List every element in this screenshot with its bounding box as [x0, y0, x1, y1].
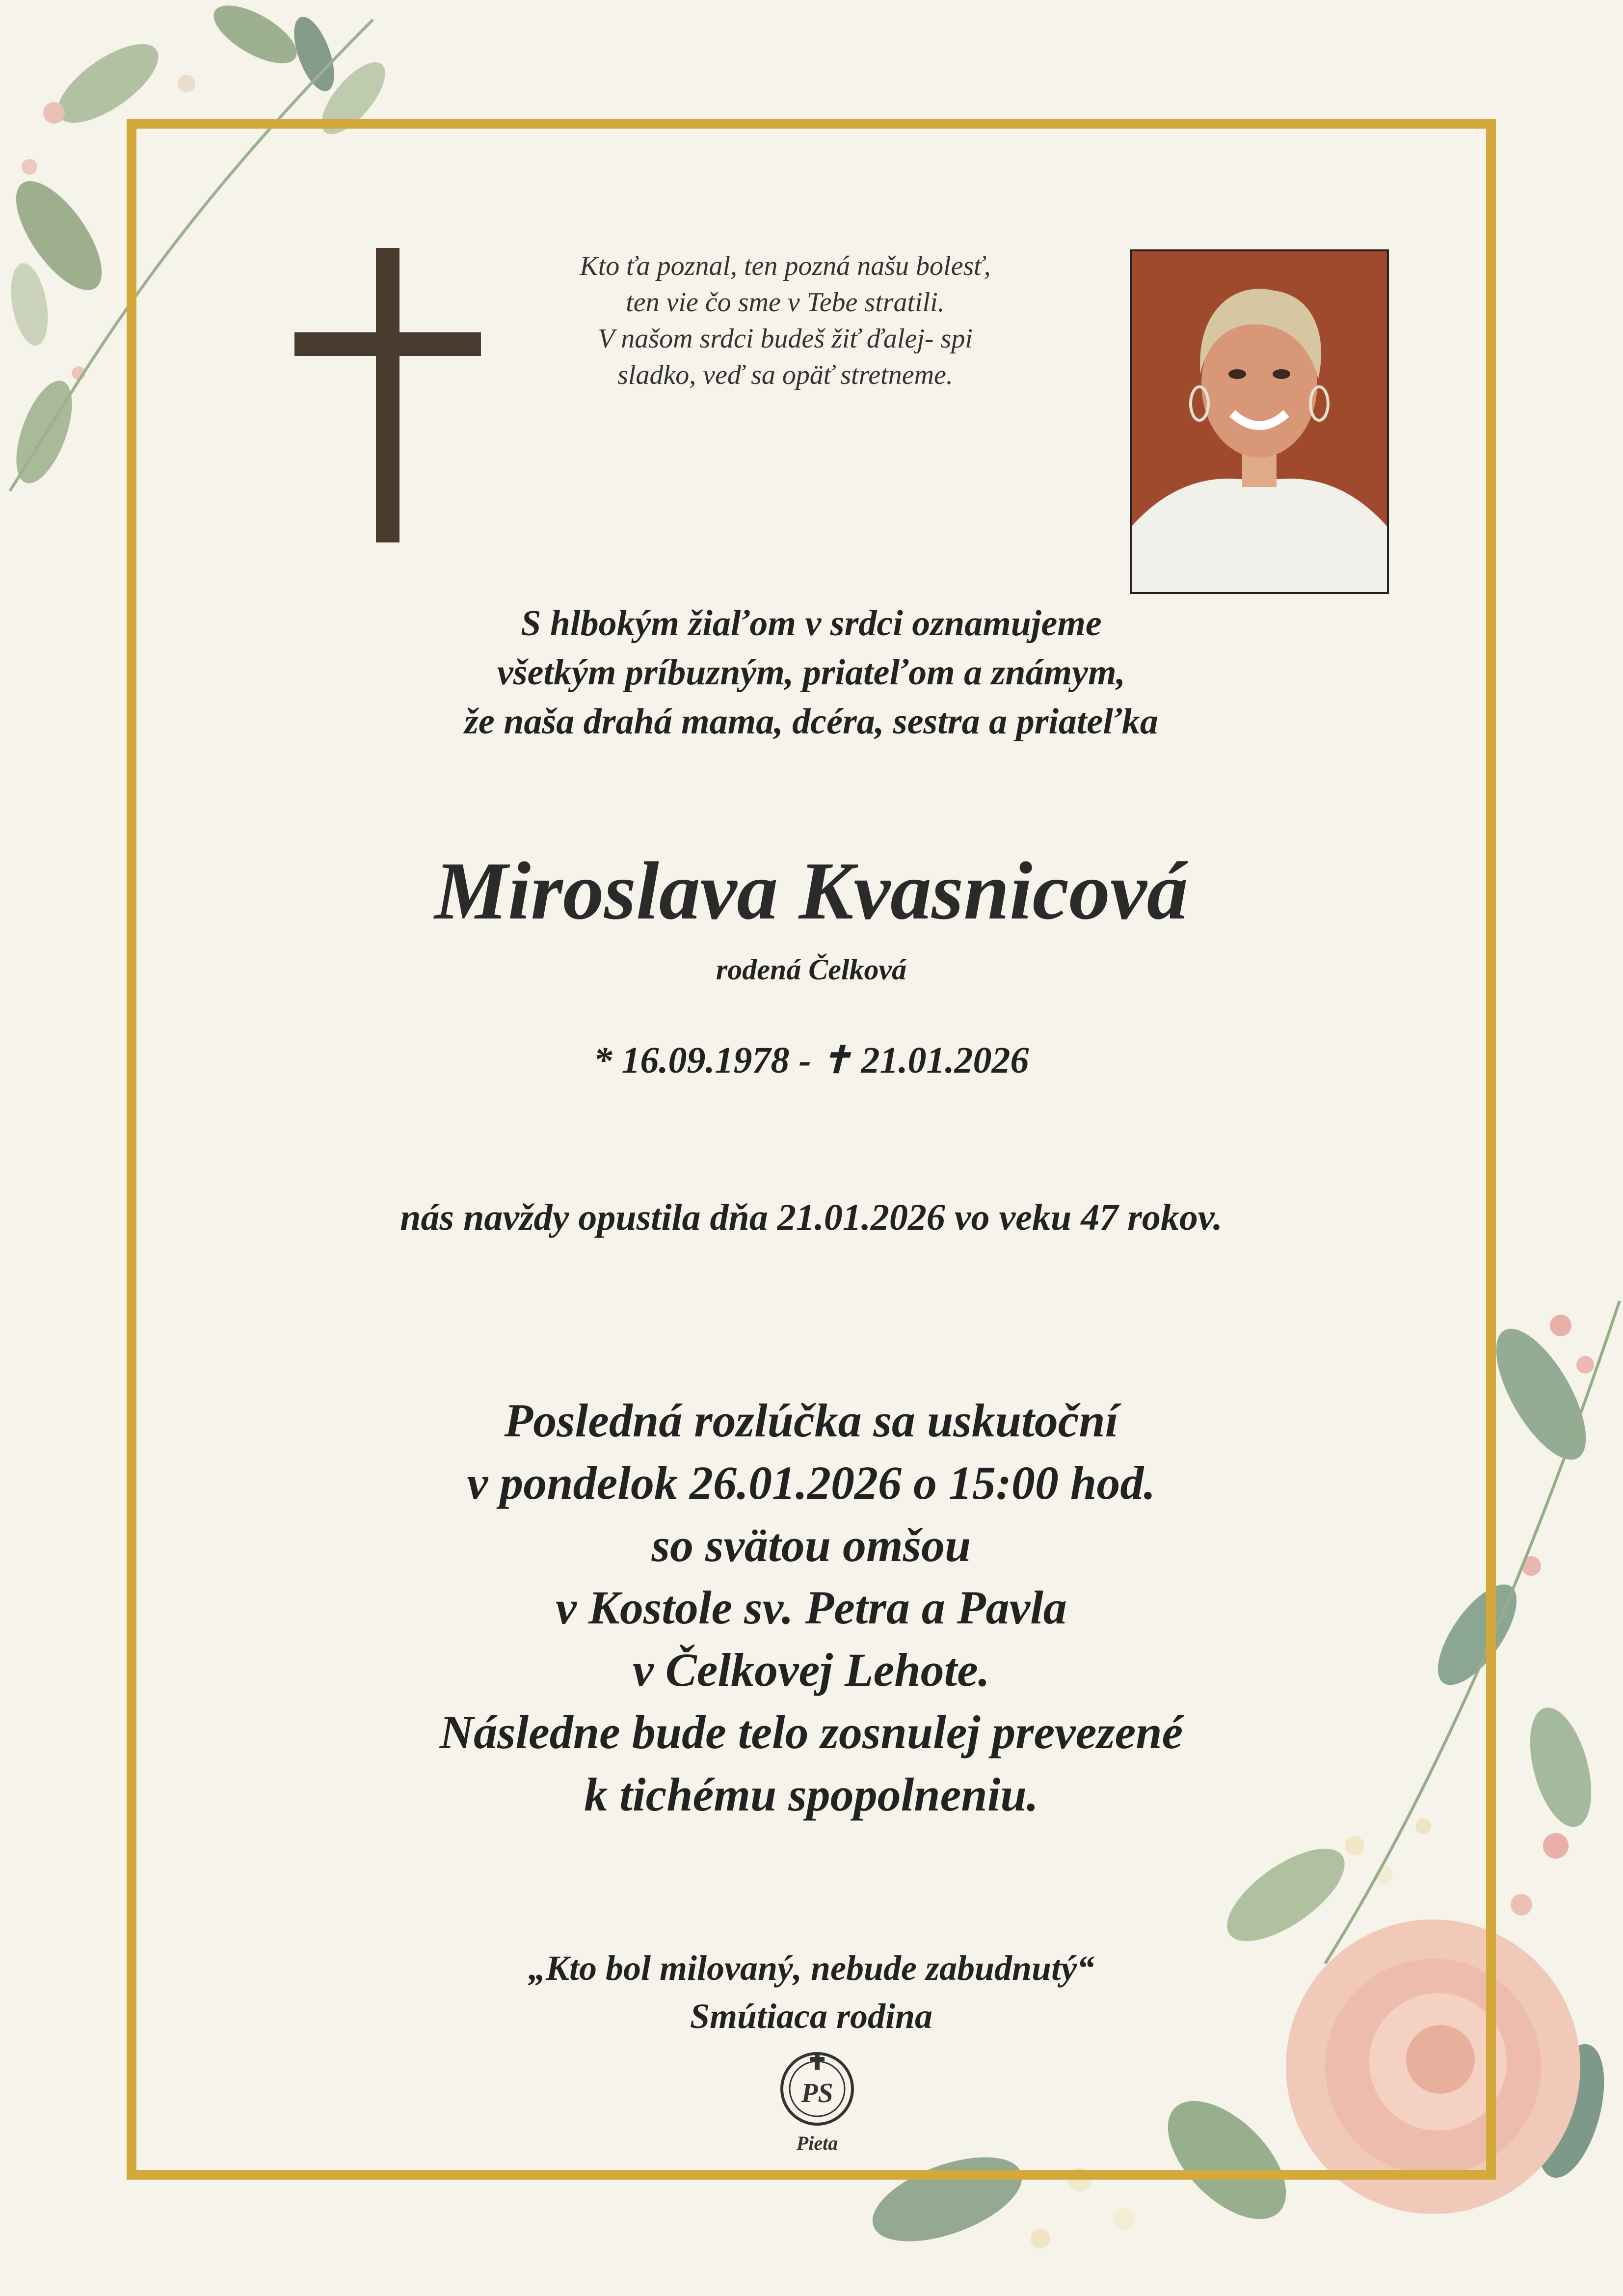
funeral-line: v Čelkovej Lehote. — [633, 1644, 990, 1696]
funeral-line: k tichému spopolneniu. — [584, 1768, 1038, 1821]
portrait-illustration — [1132, 251, 1387, 592]
intro-line: S hlbokým žiaľom v srdci oznamujeme — [521, 603, 1102, 644]
announcement-intro — [127, 599, 1496, 746]
funeral-line: v pondelok 26.01.2026 o 15:00 hod. — [467, 1457, 1156, 1509]
funeral-line: v Kostole sv. Petra a Pavla — [556, 1581, 1067, 1634]
signature: Smútiaca rodina — [690, 1997, 933, 2036]
poem-line: ten vie čo sme v Tebe stratili. — [626, 287, 945, 318]
passing-note: nás navždy opustila dňa 21.01.2026 vo veku 47 rokov. — [400, 1197, 1223, 1238]
cross-icon — [294, 248, 481, 542]
portrait-photo — [1130, 249, 1389, 594]
pieta-logo — [775, 2047, 859, 2165]
deceased-name: Miroslava Kvasnicová — [434, 845, 1188, 937]
poem-line: Kto ťa poznal, ten pozná našu bolesť, — [580, 251, 991, 281]
born-name: rodená Čelková — [716, 953, 907, 986]
quote-text: „Kto bol milovaný, nebude zabudnutý“ — [528, 1948, 1095, 1988]
poem-line: sladko, veď sa opäť stretneme. — [617, 360, 953, 390]
funeral-line: Posledná rozlúčka sa uskutoční — [504, 1394, 1118, 1447]
intro-line: že naša drahá mama, dcéra, sestra a priateľka — [464, 702, 1158, 742]
funeral-line: Následne bude telo zosnulej prevezené — [439, 1706, 1183, 1758]
svg-text:PS: PS — [801, 2078, 833, 2108]
funeral-details — [127, 1389, 1496, 1826]
life-dates: * 16.09.1978 - ✝ 21.01.2026 — [593, 1040, 1029, 1081]
intro-line: všetkým príbuzným, priateľom a známym, — [497, 652, 1126, 693]
logo-text: Pieta — [796, 2132, 838, 2154]
poem-line: V našom srdci budeš žiť ďalej- spi — [598, 324, 973, 354]
closing-quote — [127, 1944, 1496, 2040]
poem — [491, 248, 1080, 393]
funeral-line: so svätou omšou — [651, 1519, 971, 1571]
pieta-logo-icon — [775, 2047, 859, 2131]
